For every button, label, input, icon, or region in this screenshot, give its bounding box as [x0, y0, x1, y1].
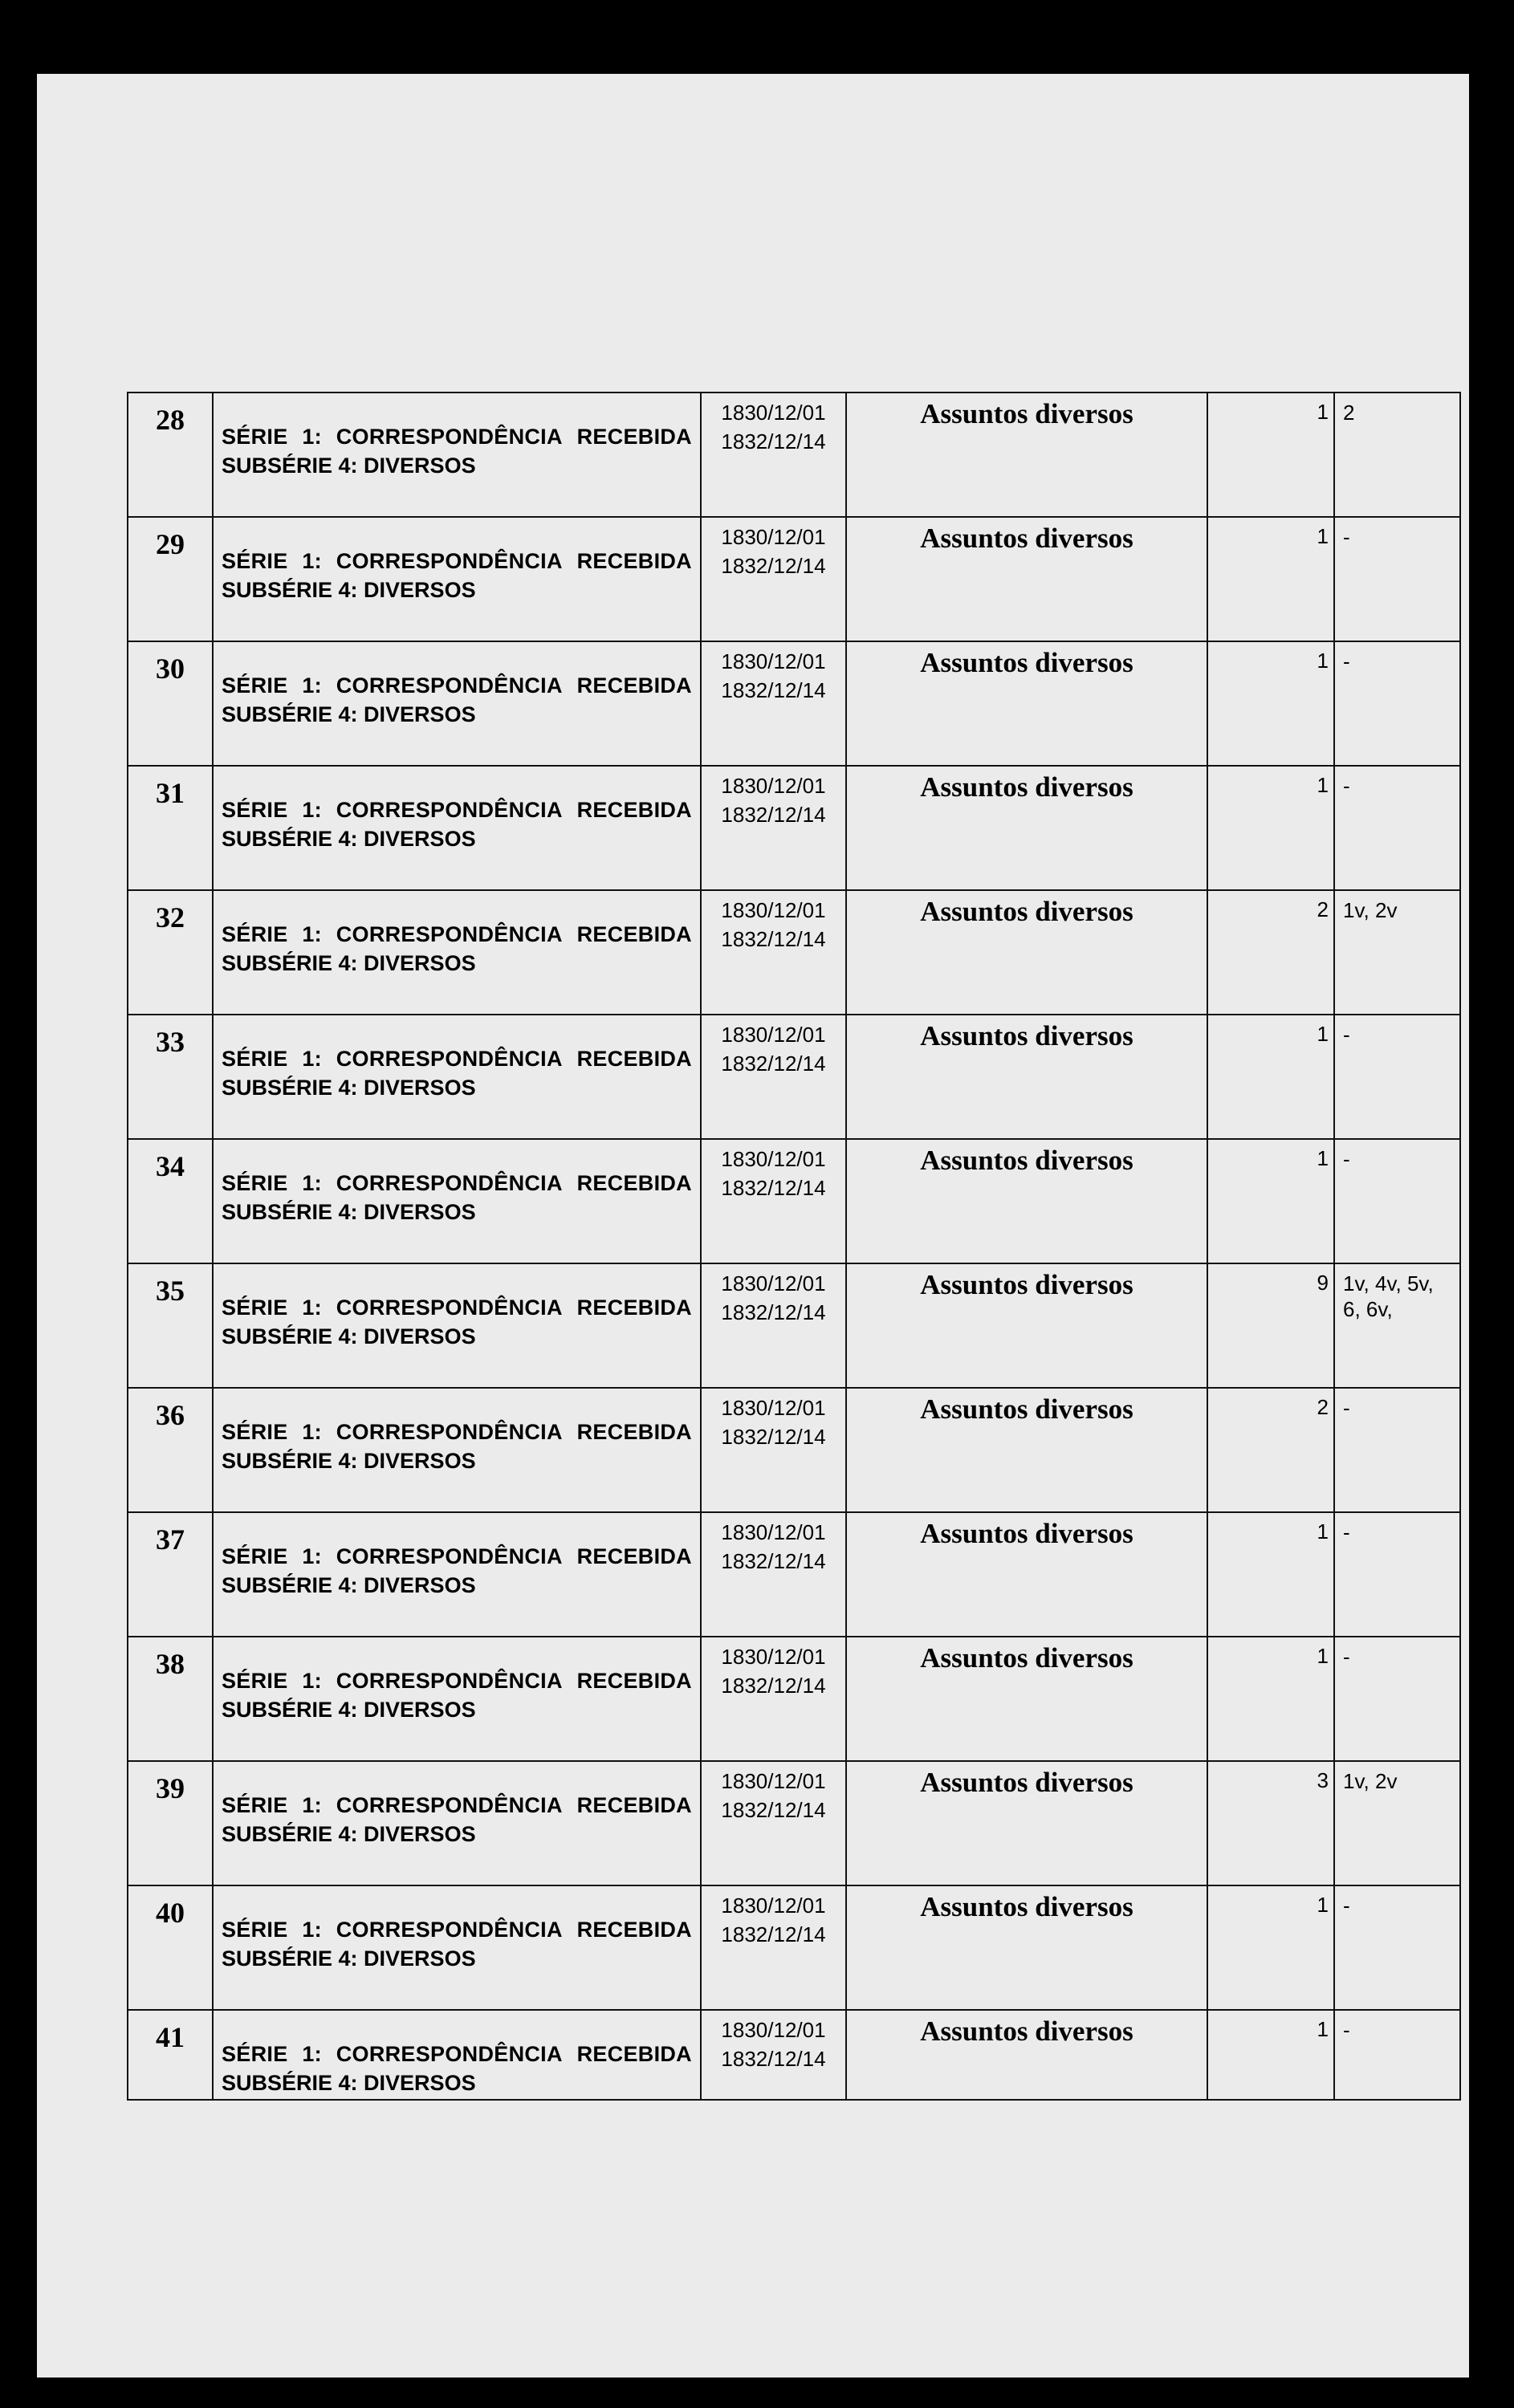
- series-word: RECEBIDA: [576, 1793, 692, 1817]
- series-word: SÉRIE: [222, 922, 288, 946]
- series-label: [222, 671, 692, 700]
- date-start: 1830/12/01: [721, 401, 826, 425]
- series-word: CORRESPONDÊNCIA: [336, 1669, 563, 1693]
- date-start: 1830/12/01: [721, 649, 826, 673]
- subject: Assuntos diversos: [846, 1015, 1207, 1139]
- item-number: 38: [128, 1637, 213, 1761]
- date-range: [701, 1637, 846, 1761]
- series-word: RECEBIDA: [576, 1918, 692, 1942]
- series-word: SÉRIE: [222, 1296, 288, 1320]
- series-word: SÉRIE: [222, 1420, 288, 1444]
- date-end: 1832/12/14: [721, 1674, 826, 1698]
- item-number: 34: [128, 1139, 213, 1263]
- series-word: CORRESPONDÊNCIA: [336, 1544, 563, 1568]
- series-label: [222, 1915, 692, 1944]
- table-row: [128, 393, 1460, 517]
- item-number: 39: [128, 1761, 213, 1885]
- series-word: CORRESPONDÊNCIA: [336, 2042, 563, 2066]
- date-range: [701, 1139, 846, 1263]
- folios: -: [1334, 1885, 1460, 2010]
- series-word: SÉRIE: [222, 1669, 288, 1693]
- item-title: [213, 1015, 701, 1139]
- item-number: 30: [128, 641, 213, 766]
- series-word: 1:: [302, 1544, 322, 1568]
- date-start: 1830/12/01: [721, 898, 826, 922]
- series-word: RECEBIDA: [576, 1047, 692, 1071]
- inventory-table: [127, 392, 1461, 2101]
- item-number: 32: [128, 890, 213, 1015]
- folios: 1v, 4v, 5v, 6, 6v,: [1334, 1263, 1460, 1388]
- date-start: 1830/12/01: [721, 1023, 826, 1047]
- table-row: [128, 1139, 1460, 1263]
- document-count: 3: [1207, 1761, 1334, 1885]
- subject: Assuntos diversos: [846, 1885, 1207, 2010]
- subseries-label: SUBSÉRIE 4: DIVERSOS: [222, 827, 476, 851]
- series-word: CORRESPONDÊNCIA: [336, 549, 563, 573]
- series-label: [222, 1666, 692, 1695]
- series-word: CORRESPONDÊNCIA: [336, 1420, 563, 1444]
- series-label: [222, 920, 692, 949]
- folios: -: [1334, 517, 1460, 641]
- item-title: [213, 1388, 701, 1512]
- series-label: [222, 1791, 692, 1820]
- date-end: 1832/12/14: [721, 1922, 826, 1946]
- subseries-label: SUBSÉRIE 4: DIVERSOS: [222, 1324, 476, 1348]
- table-row: [128, 517, 1460, 641]
- document-count: 1: [1207, 2010, 1334, 2100]
- subject: Assuntos diversos: [846, 1388, 1207, 1512]
- subseries-label: SUBSÉRIE 4: DIVERSOS: [222, 454, 476, 478]
- series-word: RECEBIDA: [576, 2042, 692, 2066]
- date-start: 1830/12/01: [721, 1893, 826, 1918]
- folios: -: [1334, 1388, 1460, 1512]
- date-range: [701, 1263, 846, 1388]
- series-word: 1:: [302, 798, 322, 822]
- table-row: [128, 1512, 1460, 1637]
- series-word: SÉRIE: [222, 1171, 288, 1195]
- folios: -: [1334, 1637, 1460, 1761]
- item-title: [213, 1263, 701, 1388]
- item-title: [213, 1637, 701, 1761]
- date-start: 1830/12/01: [721, 1520, 826, 1544]
- subject: Assuntos diversos: [846, 1263, 1207, 1388]
- date-start: 1830/12/01: [721, 525, 826, 549]
- series-word: 1:: [302, 1793, 322, 1817]
- date-end: 1832/12/14: [721, 554, 826, 578]
- date-end: 1832/12/14: [721, 1176, 826, 1200]
- series-word: 1:: [302, 549, 322, 573]
- subseries-label: SUBSÉRIE 4: DIVERSOS: [222, 2071, 476, 2095]
- date-start: 1830/12/01: [721, 774, 826, 798]
- subseries-label: SUBSÉRIE 4: DIVERSOS: [222, 1573, 476, 1597]
- table-row: [128, 1637, 1460, 1761]
- series-word: 1:: [302, 425, 322, 449]
- item-title: [213, 2010, 701, 2100]
- item-number: 41: [128, 2010, 213, 2100]
- series-word: 1:: [302, 1918, 322, 1942]
- date-end: 1832/12/14: [721, 803, 826, 827]
- series-word: CORRESPONDÊNCIA: [336, 798, 563, 822]
- item-title: [213, 766, 701, 890]
- series-label: [222, 422, 692, 451]
- date-end: 1832/12/14: [721, 1425, 826, 1449]
- date-range: [701, 1388, 846, 1512]
- date-range: [701, 1761, 846, 1885]
- item-title: [213, 641, 701, 766]
- document-count: 1: [1207, 1637, 1334, 1761]
- series-word: SÉRIE: [222, 1047, 288, 1071]
- series-word: RECEBIDA: [576, 922, 692, 946]
- item-title: [213, 517, 701, 641]
- item-number: 33: [128, 1015, 213, 1139]
- document-count: 1: [1207, 393, 1334, 517]
- folios: 1v, 2v: [1334, 1761, 1460, 1885]
- item-title: [213, 1761, 701, 1885]
- subject: Assuntos diversos: [846, 766, 1207, 890]
- series-word: SÉRIE: [222, 425, 288, 449]
- subject: Assuntos diversos: [846, 393, 1207, 517]
- date-range: [701, 1885, 846, 2010]
- item-number: 40: [128, 1885, 213, 2010]
- date-end: 1832/12/14: [721, 678, 826, 702]
- subject: Assuntos diversos: [846, 2010, 1207, 2100]
- subject: Assuntos diversos: [846, 1139, 1207, 1263]
- date-start: 1830/12/01: [721, 2018, 826, 2042]
- date-range: [701, 517, 846, 641]
- series-word: CORRESPONDÊNCIA: [336, 673, 563, 698]
- series-word: RECEBIDA: [576, 798, 692, 822]
- series-word: SÉRIE: [222, 673, 288, 698]
- item-number: 35: [128, 1263, 213, 1388]
- date-end: 1832/12/14: [721, 2047, 826, 2071]
- folios: -: [1334, 1512, 1460, 1637]
- item-number: 31: [128, 766, 213, 890]
- series-word: RECEBIDA: [576, 673, 692, 698]
- series-label: [222, 1293, 692, 1322]
- date-range: [701, 766, 846, 890]
- document-count: 1: [1207, 641, 1334, 766]
- series-label: [222, 1044, 692, 1073]
- series-word: RECEBIDA: [576, 1171, 692, 1195]
- table-row: [128, 1761, 1460, 1885]
- document-count: 1: [1207, 1139, 1334, 1263]
- series-word: CORRESPONDÊNCIA: [336, 1171, 563, 1195]
- date-start: 1830/12/01: [721, 1645, 826, 1669]
- series-word: SÉRIE: [222, 549, 288, 573]
- subseries-label: SUBSÉRIE 4: DIVERSOS: [222, 1946, 476, 1971]
- subseries-label: SUBSÉRIE 4: DIVERSOS: [222, 1200, 476, 1224]
- item-number: 36: [128, 1388, 213, 1512]
- date-start: 1830/12/01: [721, 1769, 826, 1793]
- folios: -: [1334, 766, 1460, 890]
- subseries-label: SUBSÉRIE 4: DIVERSOS: [222, 702, 476, 726]
- series-word: 1:: [302, 1420, 322, 1444]
- folios: -: [1334, 1015, 1460, 1139]
- date-end: 1832/12/14: [721, 1549, 826, 1573]
- item-number: 29: [128, 517, 213, 641]
- subseries-label: SUBSÉRIE 4: DIVERSOS: [222, 1449, 476, 1473]
- series-word: SÉRIE: [222, 798, 288, 822]
- table-row: [128, 641, 1460, 766]
- date-end: 1832/12/14: [721, 429, 826, 454]
- date-range: [701, 1015, 846, 1139]
- series-word: 1:: [302, 922, 322, 946]
- subject: Assuntos diversos: [846, 641, 1207, 766]
- scanned-page: [37, 74, 1469, 2377]
- subject: Assuntos diversos: [846, 1512, 1207, 1637]
- subject: Assuntos diversos: [846, 1761, 1207, 1885]
- date-range: [701, 393, 846, 517]
- series-word: 1:: [302, 1171, 322, 1195]
- item-title: [213, 1139, 701, 1263]
- series-label: [222, 1542, 692, 1571]
- series-label: [222, 1418, 692, 1446]
- date-range: [701, 641, 846, 766]
- series-label: [222, 1169, 692, 1198]
- date-range: [701, 890, 846, 1015]
- series-word: CORRESPONDÊNCIA: [336, 1793, 563, 1817]
- date-start: 1830/12/01: [721, 1396, 826, 1420]
- series-word: SÉRIE: [222, 1544, 288, 1568]
- folios: 2: [1334, 393, 1460, 517]
- item-number: 37: [128, 1512, 213, 1637]
- date-end: 1832/12/14: [721, 1300, 826, 1324]
- series-word: 1:: [302, 2042, 322, 2066]
- series-word: RECEBIDA: [576, 1544, 692, 1568]
- series-word: RECEBIDA: [576, 1669, 692, 1693]
- table-row: [128, 766, 1460, 890]
- table-row: [128, 2010, 1460, 2100]
- document-count: 9: [1207, 1263, 1334, 1388]
- document-count: 2: [1207, 1388, 1334, 1512]
- series-label: [222, 795, 692, 824]
- series-word: SÉRIE: [222, 1918, 288, 1942]
- series-word: CORRESPONDÊNCIA: [336, 1047, 563, 1071]
- subject: Assuntos diversos: [846, 1637, 1207, 1761]
- date-start: 1830/12/01: [721, 1147, 826, 1171]
- series-word: CORRESPONDÊNCIA: [336, 922, 563, 946]
- date-end: 1832/12/14: [721, 927, 826, 951]
- series-word: RECEBIDA: [576, 1296, 692, 1320]
- series-word: SÉRIE: [222, 2042, 288, 2066]
- series-word: RECEBIDA: [576, 425, 692, 449]
- table-row: [128, 1388, 1460, 1512]
- subseries-label: SUBSÉRIE 4: DIVERSOS: [222, 1698, 476, 1722]
- item-title: [213, 393, 701, 517]
- series-word: SÉRIE: [222, 1793, 288, 1817]
- table-row: [128, 890, 1460, 1015]
- subseries-label: SUBSÉRIE 4: DIVERSOS: [222, 951, 476, 975]
- subseries-label: SUBSÉRIE 4: DIVERSOS: [222, 578, 476, 602]
- document-count: 1: [1207, 1512, 1334, 1637]
- folios: -: [1334, 2010, 1460, 2100]
- series-label: [222, 547, 692, 576]
- series-word: 1:: [302, 673, 322, 698]
- subject: Assuntos diversos: [846, 890, 1207, 1015]
- subseries-label: SUBSÉRIE 4: DIVERSOS: [222, 1076, 476, 1100]
- item-title: [213, 1512, 701, 1637]
- item-title: [213, 890, 701, 1015]
- table-row: [128, 1263, 1460, 1388]
- inventory-rows: [128, 393, 1460, 2100]
- table-row: [128, 1015, 1460, 1139]
- series-word: 1:: [302, 1669, 322, 1693]
- subseries-label: SUBSÉRIE 4: DIVERSOS: [222, 1822, 476, 1846]
- table-row: [128, 1885, 1460, 2010]
- subject: Assuntos diversos: [846, 517, 1207, 641]
- date-range: [701, 2010, 846, 2100]
- series-word: 1:: [302, 1047, 322, 1071]
- series-word: CORRESPONDÊNCIA: [336, 425, 563, 449]
- series-word: RECEBIDA: [576, 549, 692, 573]
- folios: 1v, 2v: [1334, 890, 1460, 1015]
- series-label: [222, 2040, 692, 2068]
- series-word: 1:: [302, 1296, 322, 1320]
- date-range: [701, 1512, 846, 1637]
- document-count: 1: [1207, 766, 1334, 890]
- series-word: CORRESPONDÊNCIA: [336, 1296, 563, 1320]
- item-title: [213, 1885, 701, 2010]
- folios: -: [1334, 1139, 1460, 1263]
- series-word: CORRESPONDÊNCIA: [336, 1918, 563, 1942]
- date-end: 1832/12/14: [721, 1798, 826, 1822]
- date-start: 1830/12/01: [721, 1271, 826, 1296]
- document-count: 1: [1207, 517, 1334, 641]
- document-count: 2: [1207, 890, 1334, 1015]
- date-end: 1832/12/14: [721, 1051, 826, 1076]
- item-number: 28: [128, 393, 213, 517]
- folios: -: [1334, 641, 1460, 766]
- document-count: 1: [1207, 1015, 1334, 1139]
- series-word: RECEBIDA: [576, 1420, 692, 1444]
- document-count: 1: [1207, 1885, 1334, 2010]
